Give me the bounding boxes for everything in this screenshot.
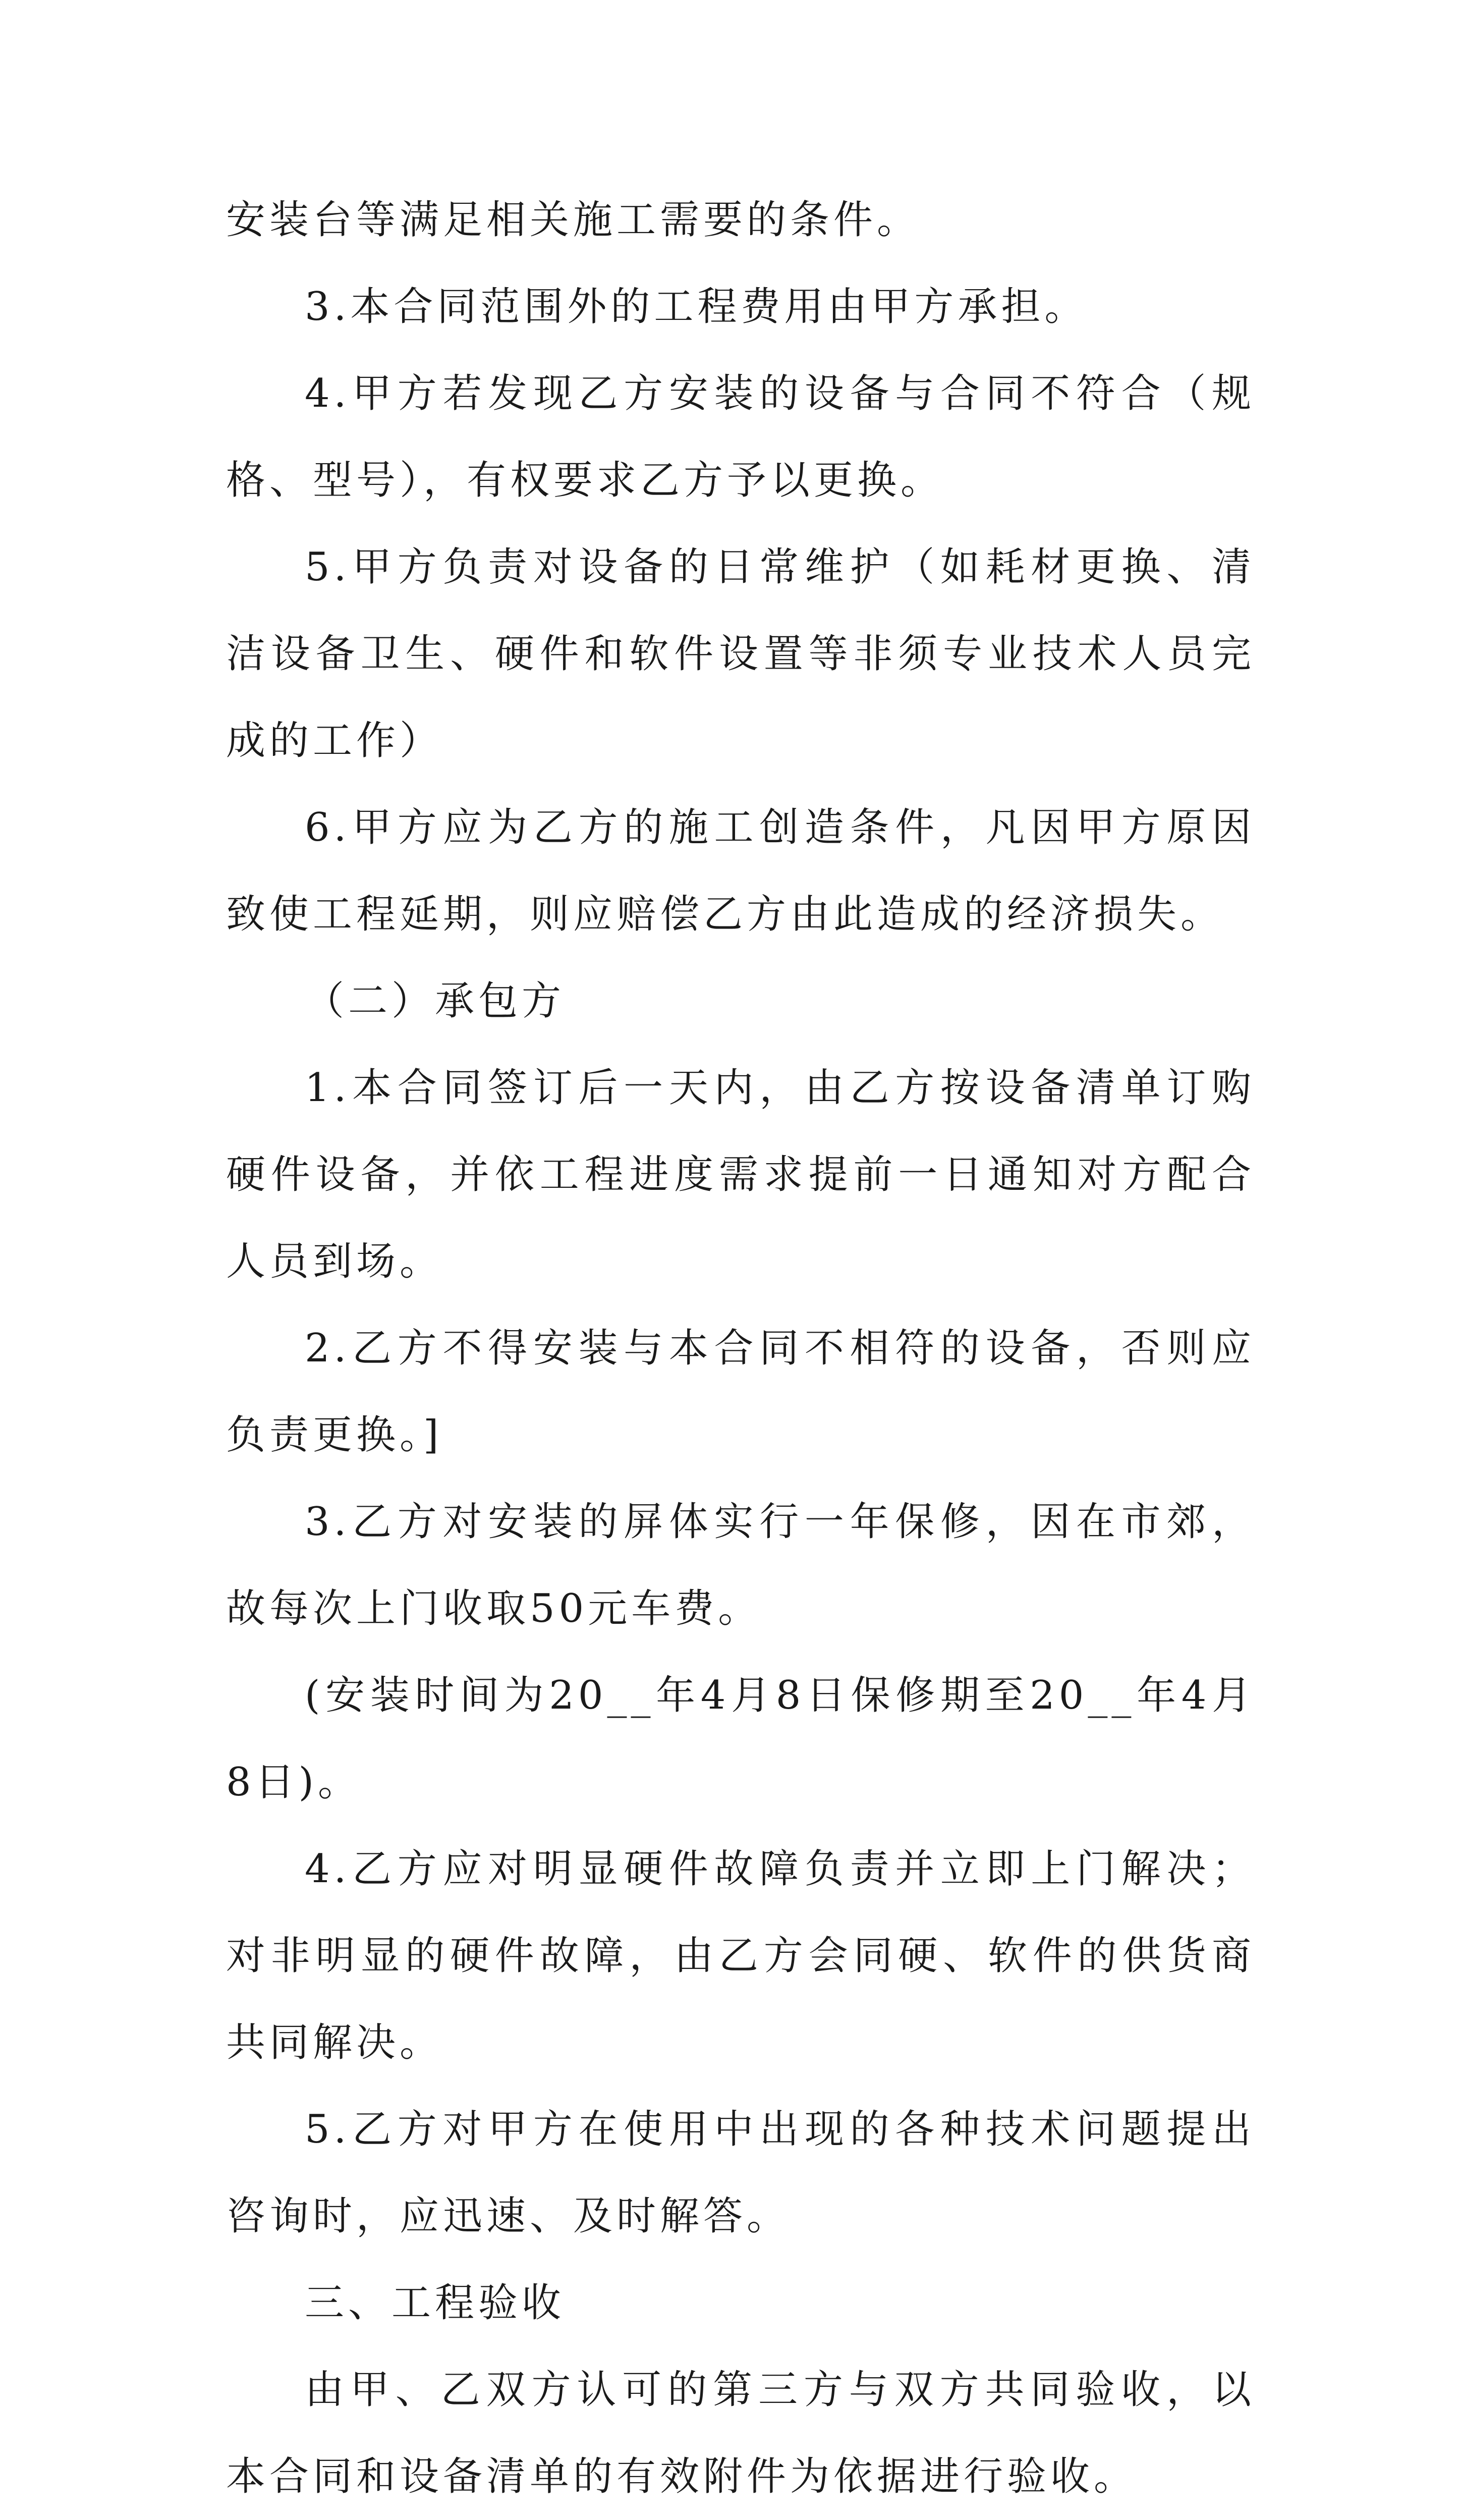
document-body [226,177,1255,2520]
paragraph-contractor-4: 4.乙方应对明显硬件故障负责并立即上门解决；对非明显的硬件故障，由乙方会同硬、软件的供货商共同解决。 [226,1846,1255,2065]
paragraph-contractor-1: 1.本合同签订后一天内，由乙方按设备清单订购硬件设备，并依工程进度需求提前一日通知对方配合人员到场。 [226,1065,1255,1284]
section-heading-contractor: （二）承包方 [305,978,566,1024]
section-heading-acceptance: 三、工程验收 [305,2280,566,2326]
paragraph-contractor-2: 2.乙方不得安装与本合同不相符的设备，否则应负责更换。] [226,1326,1255,1458]
paragraph-contractor-3: 3.乙方对安装的屏体实行一年保修，因在市郊，故每次上门收取50元车费。 [226,1499,1255,1631]
paragraph-acceptance: 由甲、乙双方认可的第三方与双方共同验收，以本合同和设备清单的有效附件为依据进行验收。 [226,2367,1255,2499]
paragraph-clause-5: 5.甲方负责对设备的日常维护（如耗材更换、清洁设备卫生、硬件和软件设置等非须专业技术人员完成的工作） [226,544,1255,763]
paragraph-installation-note: (安装时间为20__年4月8日保修期至20__年4月8日)。 [226,1673,1255,1805]
paragraph-continuation: 安装台等满足相关施工需要的条件。 [226,197,921,243]
paragraph-clause-3: 3.本合同范围外的工程费用由甲方承担。 [305,284,1088,330]
paragraph-clause-6: 6.甲方应为乙方的施工创造条件，凡因甲方原因致使工程延期，则应赔偿乙方由此造成的经济损失。 [226,805,1255,937]
paragraph-contractor-5: 5.乙方对甲方在使用中出现的各种技术问题提出咨询时，应迅速、及时解答。 [226,2107,1255,2239]
paragraph-clause-4: 4.甲方若发现乙方安装的设备与合同不符合（规格、型号），有权要求乙方予以更换。 [226,371,1255,503]
